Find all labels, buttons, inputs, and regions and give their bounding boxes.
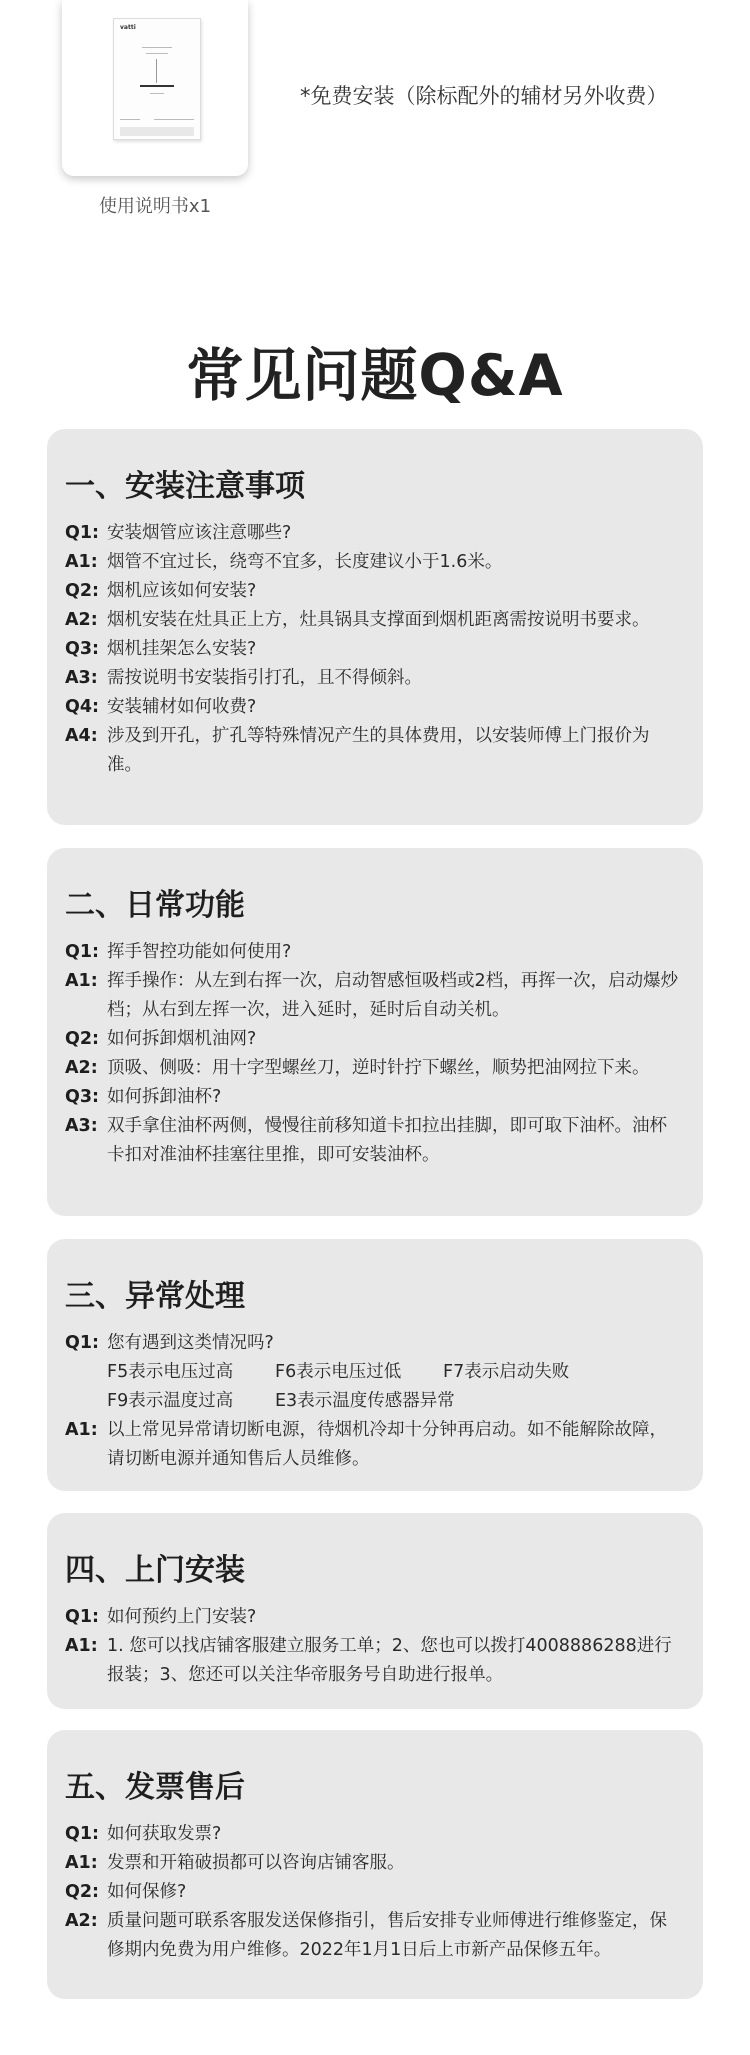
qa-text: 涉及到开孔，扩孔等特殊情况产生的具体费用，以安装师傅上门报价为准。 bbox=[107, 726, 650, 775]
manual-caption: 使用说明书x1 bbox=[98, 196, 212, 217]
qa-text: 烟管不宜过长，绕弯不宜多，长度建议小于1.6米。 bbox=[107, 552, 503, 572]
qa-item bbox=[65, 1603, 683, 1632]
qa-label: A2: bbox=[65, 1911, 98, 1931]
qa-text: 质量问题可联系客服发送保修指引，售后安排专业师傅进行维修鉴定，保修期内免费为用户维修。2022年1月1日后上市新产品保修五年。 bbox=[107, 1911, 667, 1960]
qa-label: A1: bbox=[65, 1420, 98, 1440]
qa-item bbox=[65, 577, 683, 606]
qa-item bbox=[65, 722, 683, 780]
qa-text: 以上常见异常请切断电源，待烟机冷却十分钟再启动。如不能解除故障，请切断电源并通知售后人员维修。 bbox=[107, 1420, 667, 1469]
section-title: 三、异常处理 bbox=[65, 1279, 245, 1314]
qa-label: Q2: bbox=[65, 581, 100, 601]
qa-item bbox=[65, 635, 683, 664]
qa-text: 需按说明书安装指引打孔，且不得倾斜。 bbox=[107, 668, 422, 688]
qa-text: 安装辅材如何收费? bbox=[107, 697, 257, 717]
faq-title: 常见问题Q&A bbox=[186, 343, 564, 409]
qa-label: Q4: bbox=[65, 697, 100, 717]
qa-item bbox=[65, 664, 683, 693]
qa-text: 双手拿住油杯两侧，慢慢往前移知道卡扣拉出挂脚，即可取下油杯。油杯卡扣对准油杯挂塞往里推，即可安装油杯。 bbox=[107, 1116, 667, 1165]
qa-label: A3: bbox=[65, 1116, 98, 1136]
qa-item bbox=[65, 693, 683, 722]
qa-label: A1: bbox=[65, 1853, 98, 1873]
faq-section-invoice-aftersales bbox=[47, 1730, 703, 1999]
qa-item bbox=[65, 1054, 683, 1083]
qa-text: 顶吸、侧吸：用十字型螺丝刀，逆时针拧下螺丝，顺势把油网拉下来。 bbox=[107, 1058, 650, 1078]
qa-item bbox=[65, 967, 683, 1025]
qa-item bbox=[65, 1329, 683, 1358]
qa-label: Q1: bbox=[65, 1824, 100, 1844]
qa-text: 烟机安装在灶具正上方，灶具锅具支撑面到烟机距离需按说明书要求。 bbox=[107, 610, 650, 630]
qa-list bbox=[65, 1603, 683, 1690]
qa-label: Q2: bbox=[65, 1029, 100, 1049]
qa-label: Q2: bbox=[65, 1882, 100, 1902]
error-code: F5表示电压过高 bbox=[107, 1362, 234, 1382]
qa-list bbox=[65, 1329, 683, 1474]
qa-text: 发票和开箱破损都可以咨询店铺客服。 bbox=[107, 1853, 405, 1873]
qa-item bbox=[65, 1907, 683, 1965]
qa-text: 1. 您可以找店铺客服建立服务工单；2、您也可以拨打4008886288进行报装；3、您还可以关注华帝服务号自助进行报单。 bbox=[107, 1636, 672, 1685]
error-code: F9表示温度过高 bbox=[107, 1391, 234, 1411]
section-title: 二、日常功能 bbox=[65, 888, 245, 923]
qa-text: 您有遇到这类情况吗? bbox=[107, 1333, 274, 1353]
faq-section-troubleshooting bbox=[47, 1239, 703, 1491]
qa-label: A2: bbox=[65, 1058, 98, 1078]
qa-text: 挥手操作：从左到右挥一次，启动智感恒吸档或2档，再挥一次，启动爆炒档；从右到左挥一次，进入延时，延时后自动关机。 bbox=[107, 971, 679, 1020]
qa-label: A4: bbox=[65, 726, 98, 746]
faq-section-daily-functions bbox=[47, 848, 703, 1216]
qa-text: 烟机挂架怎么安装? bbox=[107, 639, 257, 659]
qa-item bbox=[65, 548, 683, 577]
qa-list bbox=[65, 519, 683, 780]
error-code: E3表示温度传感器异常 bbox=[275, 1391, 455, 1411]
error-code: F7表示启动失败 bbox=[443, 1362, 570, 1382]
qa-label: Q1: bbox=[65, 523, 100, 543]
qa-text: 如何预约上门安装? bbox=[107, 1607, 257, 1627]
qa-item bbox=[65, 1820, 683, 1849]
qa-item bbox=[65, 1025, 683, 1054]
qa-text: 烟机应该如何安装? bbox=[107, 581, 257, 601]
qa-item bbox=[65, 519, 683, 548]
faq-section-home-install bbox=[47, 1513, 703, 1709]
qa-item bbox=[65, 1416, 683, 1474]
qa-item bbox=[65, 606, 683, 635]
qa-label: A1: bbox=[65, 552, 98, 572]
qa-label: A1: bbox=[65, 971, 98, 991]
qa-text: 如何拆卸油杯? bbox=[107, 1087, 222, 1107]
qa-text: 挥手智控功能如何使用? bbox=[107, 942, 292, 962]
qa-item bbox=[65, 1083, 683, 1112]
qa-item bbox=[65, 1112, 683, 1170]
qa-text: 如何保修? bbox=[107, 1882, 187, 1902]
qa-text: 安装烟管应该注意哪些? bbox=[107, 523, 292, 543]
qa-text: 如何获取发票? bbox=[107, 1824, 222, 1844]
manual-brand-logo: vatti bbox=[120, 24, 136, 31]
error-code-row bbox=[107, 1358, 683, 1387]
qa-list bbox=[65, 1820, 683, 1965]
error-code-list bbox=[65, 1358, 683, 1416]
qa-label: Q3: bbox=[65, 639, 100, 659]
error-code: F6表示电压过低 bbox=[275, 1362, 402, 1382]
error-code-row bbox=[107, 1387, 683, 1416]
qa-label: Q1: bbox=[65, 1607, 100, 1627]
qa-label: Q1: bbox=[65, 942, 100, 962]
section-title: 一、安装注意事项 bbox=[65, 469, 305, 504]
qa-item bbox=[65, 1632, 683, 1690]
qa-label: Q3: bbox=[65, 1087, 100, 1107]
section-title: 四、上门安装 bbox=[65, 1553, 245, 1588]
qa-item bbox=[65, 1878, 683, 1907]
qa-label: A1: bbox=[65, 1636, 98, 1656]
qa-text: 如何拆卸烟机油网? bbox=[107, 1029, 257, 1049]
qa-label: Q1: bbox=[65, 1333, 100, 1353]
install-note: *免费安装（除标配外的辅材另外收费） bbox=[300, 84, 668, 108]
section-title: 五、发票售后 bbox=[65, 1770, 245, 1805]
faq-section-install-notes bbox=[47, 429, 703, 825]
qa-label: A3: bbox=[65, 668, 98, 688]
manual-thumbnail bbox=[62, 0, 248, 176]
qa-label: A2: bbox=[65, 610, 98, 630]
qa-list bbox=[65, 938, 683, 1170]
qa-item bbox=[65, 938, 683, 967]
manual-booklet-image bbox=[113, 18, 201, 140]
qa-item bbox=[65, 1849, 683, 1878]
